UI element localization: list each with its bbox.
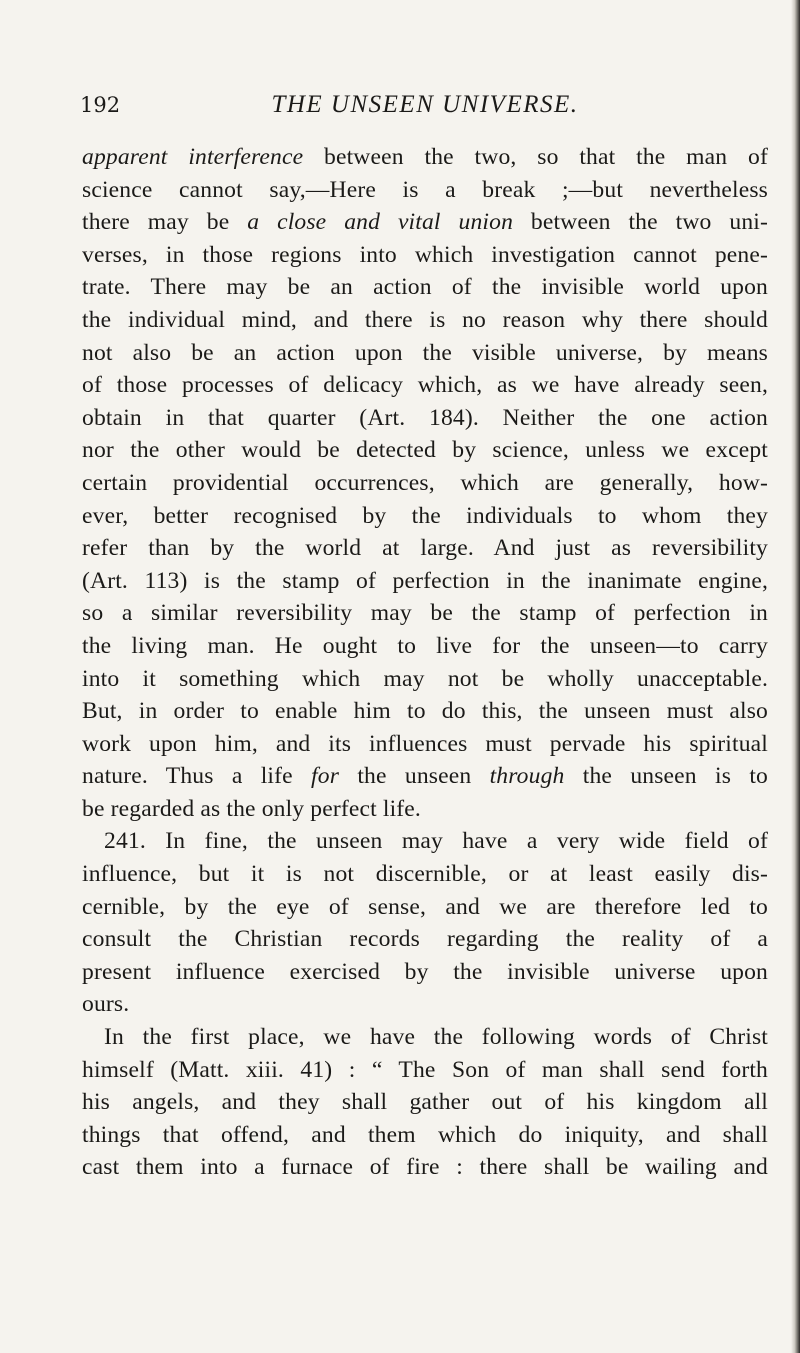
page-number: 192 [80, 93, 121, 117]
text-line [82, 141, 768, 174]
text-line [82, 434, 768, 467]
text-line [82, 337, 768, 370]
text-line [82, 467, 768, 500]
text-segment: In the first place, we have the following words of Christ [104, 1024, 768, 1051]
text-line [82, 663, 768, 696]
text-segment: things that offend, and them which do iniquity, and shall [82, 1121, 768, 1148]
text-line [82, 760, 768, 793]
text-segment: present influence exercised by the invisible universe upon [82, 958, 768, 985]
text-line [82, 1021, 768, 1054]
text-line [82, 630, 768, 663]
italic-text: a close and vital union [247, 209, 514, 236]
text-line [82, 923, 768, 956]
text-line [82, 304, 768, 337]
text-line [82, 956, 768, 989]
text-segment: But, in order to enable him to do this, the unseen must also [82, 698, 768, 725]
text-line [82, 402, 768, 435]
running-title: THE UNSEEN UNIVERSE. [271, 91, 579, 118]
text-segment: not also be an action upon the visible universe, by means [82, 339, 768, 366]
text-segment: certain providential occurrences, which are generally, how- [82, 469, 768, 496]
text-segment: refer than by the world at large. And just as reversibility [82, 535, 768, 562]
text-segment: of those processes of delicacy which, as we have already seen, [82, 372, 768, 399]
text-segment: science cannot say,—Here is a break ;—but nevertheless [82, 176, 768, 203]
text-segment: so a similar reversibility may be the stamp of perfection in [82, 600, 768, 627]
italic-text: for [311, 763, 340, 790]
text-segment: between the two uni- [513, 209, 768, 236]
text-segment: the unseen [339, 763, 490, 790]
italic-text: through [489, 763, 565, 790]
text-line [82, 1119, 768, 1152]
text-segment: verses, in those regions into which investigation cannot pene- [82, 241, 768, 268]
text-line [82, 597, 768, 630]
text-segment: into it something which may not be wholly unacceptable. [82, 665, 768, 692]
italic-text: apparent interference [82, 144, 304, 170]
text-segment: between the two, so that the man of [303, 144, 768, 170]
text-line [82, 988, 768, 1021]
text-segment: obtain in that quarter (Art. 184). Neither the one action [82, 404, 768, 431]
text-line [82, 206, 768, 239]
text-segment: ever, better recognised by the individuals to whom they [82, 502, 768, 529]
text-line [82, 728, 768, 761]
text-segment: the unseen is to [564, 763, 768, 790]
text-segment: be regarded as the only perfect life. [82, 795, 421, 822]
page-edge-shadow [791, 0, 800, 1353]
page-header [80, 90, 770, 120]
text-line [82, 891, 768, 924]
text-line [82, 565, 768, 598]
text-segment: his angels, and they shall gather out of his kingdom all [82, 1089, 768, 1116]
text-segment: (Art. 113) is the stamp of perfection in the inanimate engine, [82, 567, 768, 594]
text-segment: ours. [82, 991, 130, 1018]
text-line [82, 793, 768, 826]
text-line [82, 825, 768, 858]
text-segment: work upon him, and its influences must pervade his spiritual [82, 730, 768, 757]
text-segment: the individual mind, and there is no reason why there should [82, 306, 768, 333]
text-line [82, 369, 768, 402]
body-text [82, 141, 768, 1184]
text-line [82, 1151, 768, 1184]
text-line [82, 500, 768, 533]
text-line [82, 858, 768, 891]
text-line [82, 1054, 768, 1087]
text-segment: cernible, by the eye of sense, and we are therefore led to [82, 893, 768, 920]
text-line [82, 532, 768, 565]
text-segment: nature. Thus a life [82, 763, 312, 790]
text-segment: trate. There may be an action of the invisible world upon [82, 274, 768, 301]
text-segment: himself (Matt. xiii. 41) : “ The Son of man shall send forth [82, 1056, 768, 1083]
text-segment: influence, but it is not discernible, or at least easily dis- [82, 861, 768, 888]
text-segment: 241. In fine, the unseen may have a very wide field of [104, 828, 768, 855]
text-segment: nor the other would be detected by science, unless we except [82, 437, 768, 464]
text-line [82, 695, 768, 728]
text-segment: there may be [82, 209, 248, 236]
text-segment: cast them into a furnace of fire : there shall be wailing and [82, 1154, 768, 1181]
text-line [82, 174, 768, 207]
text-line [82, 239, 768, 272]
text-segment: consult the Christian records regarding the reality of a [82, 926, 768, 953]
text-segment: the living man. He ought to live for the unseen—to carry [82, 632, 768, 659]
text-line [82, 1086, 768, 1119]
text-line [82, 271, 768, 304]
